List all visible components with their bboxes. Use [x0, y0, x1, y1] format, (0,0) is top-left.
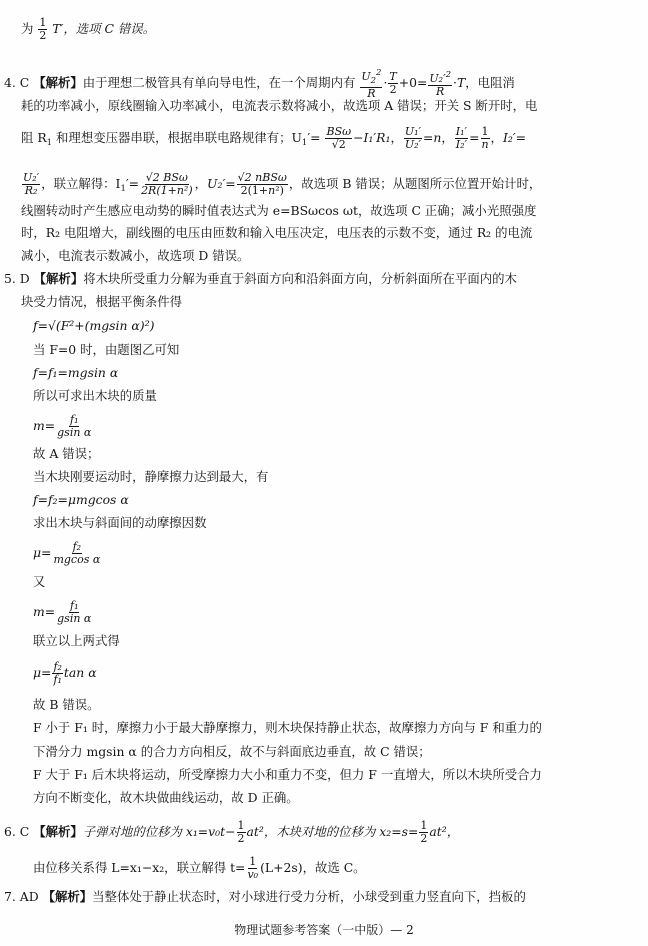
- q6-line-2: 由位移关系得 L=x₁−x₂，联立解得 t= $\frac{1}{\text{v₀}}$ (L+2s)，故选 C。: [33, 855, 366, 881]
- q4-line-1: 4. C 【解析】由于理想二极管具有单向导电性，在一个周期内有 $\frac{U_2^2}{R}$ · $\frac{T}{2}$ +0= $\frac{U_2'^2}{R}$ ·T，电阻消: [4, 68, 515, 100]
- q5-line-4: 所以可求出木块的质量: [33, 388, 157, 403]
- q5-line-12: 下滑分力 mgsin α 的合力方向相反，故不与斜面底边垂直，故 C 错误；: [33, 744, 431, 759]
- page-footer: 物理试题参考答案（一中版）— 2: [234, 923, 414, 937]
- q5-line-3: 当 F=0 时，由题图乙可知: [33, 342, 180, 357]
- analysis-tag: 【解析】: [33, 75, 83, 90]
- q5-line-5: 故 A 错误；: [33, 446, 100, 461]
- q4-line-4: $\frac{\text{U₂′}}{\text{R₂}}$ ，联立解得：$I_1'=$ $\frac{\text{√2 BSω}}{\text{2R(1+n²)}}$ ，U₂′= $\frac{\text{√2 nBSω}}{\text{2(1+n²)}}$ ，故选项 B 错误；从题图所示位置开始计时，: [23, 171, 542, 197]
- q5-line-1: 5. D 【解析】将木块所受重力分解为垂直于斜面方向和沿斜面方向，分析斜面所在平面内的木: [4, 271, 517, 286]
- q4-number: 4. C: [4, 75, 30, 90]
- q5-line-8: 又: [33, 574, 46, 589]
- equation-mu-result: μ= $\frac{\text{f₂}}{\text{f₁}}$ tan α: [33, 660, 97, 686]
- q4-line-6: 时，R₂ 电阻增大，副线圈的电压由匝数和输入电压决定，电压表的示数不变，通过 R₂ 的电流: [21, 225, 533, 240]
- equation-f2: f=f₂=μmgcos α: [33, 492, 129, 507]
- equation-f1: f=f₁=mgsin α: [33, 365, 119, 380]
- equation-mass: m= $\frac{\text{f₁}}{\text{gsin α}}$: [33, 413, 92, 439]
- fraction-half: $\frac{1}{2}$: [39, 16, 47, 42]
- q4-line-2: 耗的功率减小，原线圈输入功率减小，电流表示数将减小，故选项 A 错误；开关 S 断开时，电: [21, 98, 538, 113]
- equation-mu: μ= $\frac{\text{f₂}}{\text{mgcos α}}$: [33, 540, 101, 566]
- q4-line-3: 阻 $R_1$ 和理想变压器串联，根据串联电路规律有；$U_1'=$ $\frac{\text{BSω}}{√2}$ −I₁′R₁， $\frac{\text{U₁′}}{\text{U₂′}}$ =n， $\frac{\text{I₁′}}{\text{I₂′}}$ = $\frac{1}{n}$ ，I₂′=: [21, 125, 527, 151]
- q5-line-14: 方向不断变化，故木块做曲线运动，故 D 正确。: [33, 790, 299, 805]
- q5-line-2: 块受力情况，根据平衡条件得: [21, 294, 183, 309]
- q5-line-7: 求出木块与斜面间的动摩擦因数: [33, 515, 207, 530]
- q7-number: 7. AD: [4, 889, 39, 904]
- equation-mass-2: m= $\frac{\text{f₁}}{\text{gsin α}}$: [33, 599, 92, 625]
- q6-number: 6. C: [4, 824, 30, 839]
- q5-line-9: 联立以上两式得: [33, 633, 120, 648]
- q5-line-13: F 大于 F₁ 后木块将运动，所受摩擦力大小和重力不变，但力 F 一直增大，所以木块所受合力: [33, 767, 542, 782]
- line-01: 为 $\frac{1}{2}$ T′，选项 C 错误。: [21, 16, 156, 42]
- q5-line-6: 当木块刚要运动时，静摩擦力达到最大，有: [33, 469, 269, 484]
- q5-line-10: 故 B 错误。: [33, 697, 100, 712]
- q5-number: 5. D: [4, 271, 30, 286]
- q4-line-5: 线圈转动时产生感应电动势的瞬时值表达式为 e=BSωcos ωt，故选项 C 正确；减小光照强度: [21, 203, 537, 218]
- q6-line-1: 6. C 【解析】子弹对地的位移为 x₁=v₀t− $\frac{1}{2}$ at²，木块对地的位移为 x₂=s= $\frac{1}{2}$ at²，: [4, 819, 460, 845]
- q7-line-1: 7. AD 【解析】当整体处于静止状态时，对小球进行受力分析，小球受到重力竖直向下，挡板的: [4, 889, 526, 904]
- q5-line-11: F 小于 F₁ 时，摩擦力小于最大静摩擦力，则木块保持静止状态，故摩擦力方向与 F 和重力的: [33, 720, 542, 735]
- equation-friction: f=√(F²+(mgsin α)²): [33, 318, 155, 333]
- q4-line-7: 减小，电流表示数减小，故选项 D 错误。: [21, 248, 250, 263]
